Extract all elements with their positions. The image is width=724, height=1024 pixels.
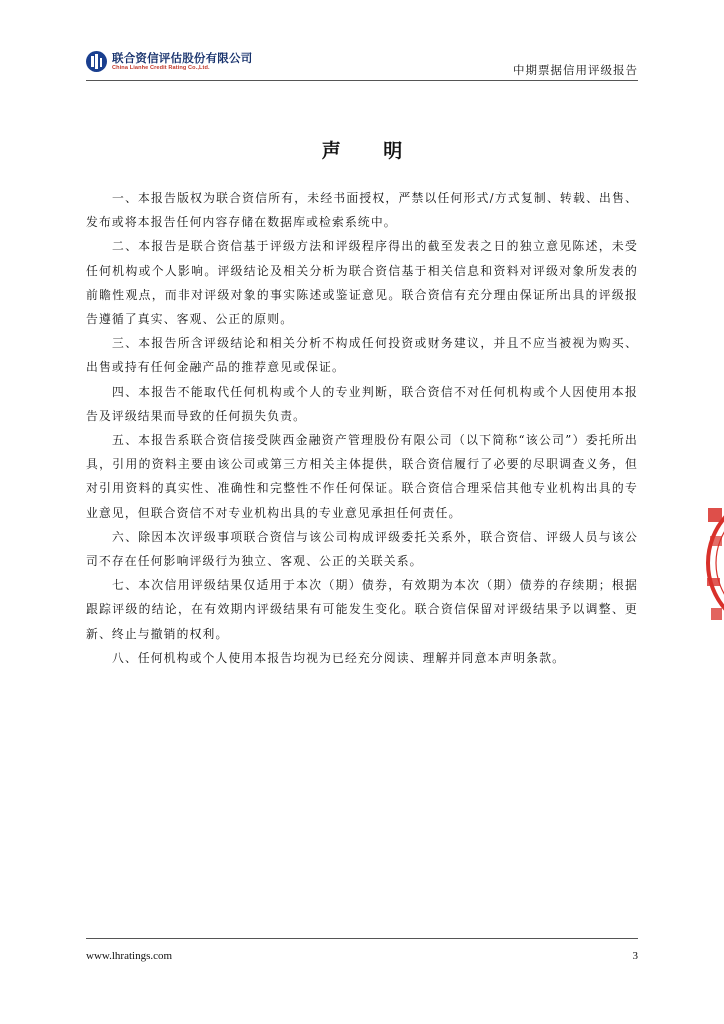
website-link[interactable]: www.lhratings.com	[86, 950, 173, 962]
declaration-clause-6: 六、除因本次评级事项联合资信与该公司构成评级委托关系外，联合资信、评级人员与该公司不存在任何影响评级行为独立、客观、公正的关联关系。	[86, 529, 638, 569]
declaration-clause-7: 七、本次信用评级结果仅适用于本次（期）债券，有效期为本次（期）债券的存续期；根据跟踪评级的结论，在有效期内评级结果有可能发生变化。联合资信保留对评级结果予以调整、更新、终止与撤销的权利。	[86, 578, 638, 641]
declaration-clause-4: 四、本报告不能取代任何机构或个人的专业判断，联合资信不对任何机构或个人因使用本报告及评级结果而导致的任何损失负责。	[86, 384, 638, 423]
footer-divider	[86, 938, 638, 939]
company-name-en: China Lianhe Credit Rating Co.,Ltd.	[112, 65, 210, 71]
page-header	[86, 48, 638, 80]
company-name-cn: 联合资信评估股份有限公司	[112, 51, 253, 65]
page-title: 声 明	[321, 140, 421, 162]
header-divider	[86, 80, 638, 81]
page-number: 3	[632, 950, 638, 962]
declaration-clause-2: 二、本报告是联合资信基于评级方法和评级程序得出的截至发表之日的独立意见陈述，未受任何机构或个人影响。评级结论及相关分析为联合资信基于相关信息和资料对评级对象所发表的前瞻性观点，而非对评级对象的事实陈述或鉴证意见。联合资信有充分理由保证所出具的评级报告遵循了真实、客观、公正的原则。	[86, 239, 638, 327]
declaration-clause-1: 一、本报告版权为联合资信所有，未经书面授权，严禁以任何形式/方式复制、转载、出售、发布或将本报告任何内容存储在数据库或检索系统中。	[86, 191, 638, 230]
seal-graphic	[704, 490, 724, 636]
lianhe-logo-icon	[86, 51, 107, 72]
company-seal-stamp	[704, 490, 724, 636]
report-type-label: 中期票据信用评级报告	[513, 63, 638, 77]
declaration-clause-5: 五、本报告系联合资信接受陕西金融资产管理股份有限公司（以下简称“该公司”）委托所出具，引用的资料主要由该公司或第三方相关主体提供，联合资信履行了必要的尽职调查义务，但对引用资料的真实性、准确性和完整性不作任何保证。联合资信合理采信其他专业机构出具的专业意见，但联合资信不对专业机构出具的专业意见承担任何责任。	[86, 433, 638, 520]
declaration-clause-3: 三、本报告所含评级结论和相关分析不构成任何投资或财务建议，并且不应当被视为购买、出售或持有任何金融产品的推荐意见或保证。	[86, 336, 638, 375]
declaration-body	[86, 186, 638, 670]
declaration-clause-8: 八、任何机构或个人使用本报告均视为已经充分阅读、理解并同意本声明条款。	[111, 650, 566, 665]
